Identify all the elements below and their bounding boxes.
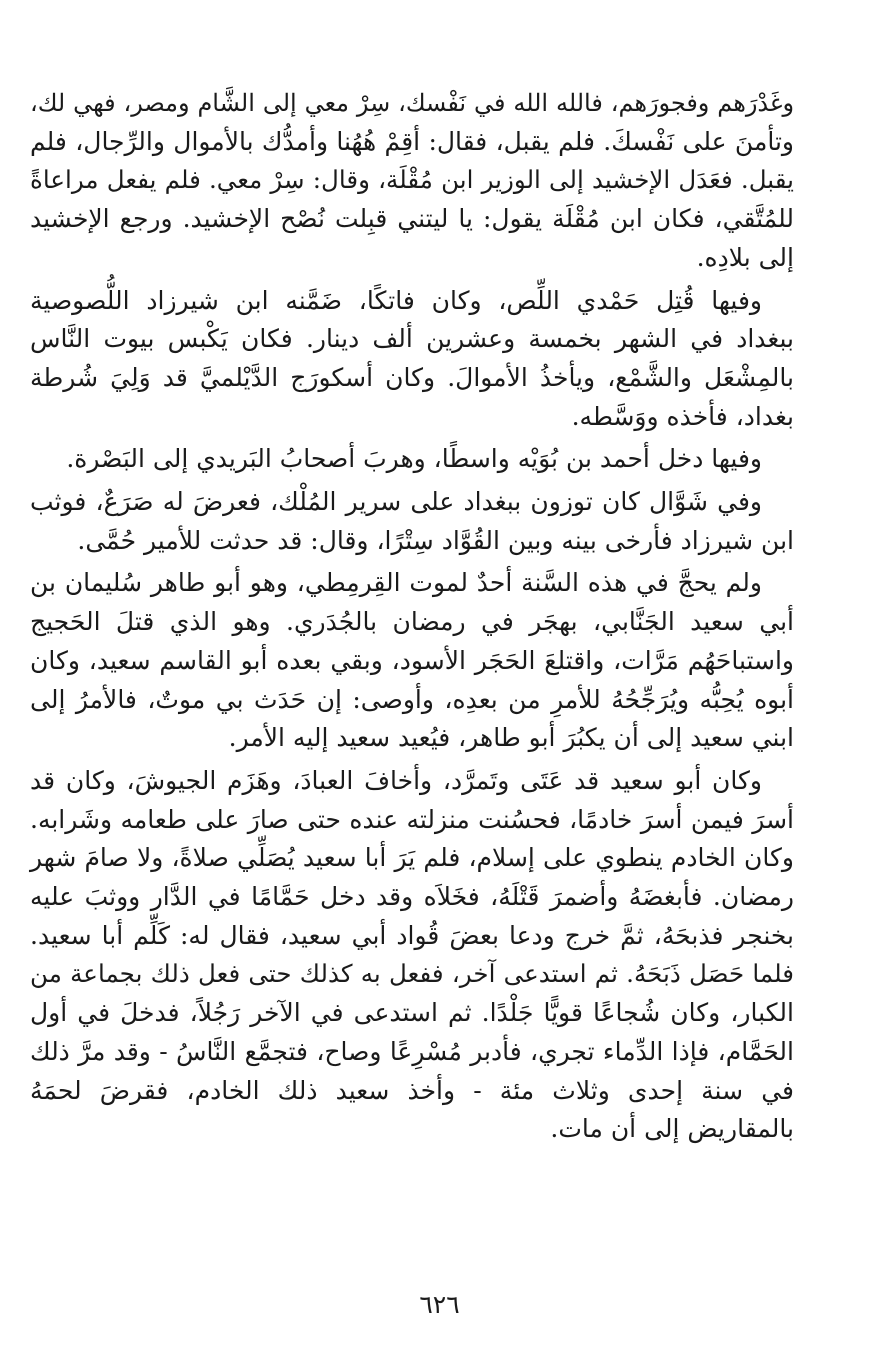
text-line: أسرَ فيمن أسرَ خادمًا، فحسُنت منزلته عنده حتى صارَ على طعامه وشَرابه. [30, 804, 794, 834]
text-line: أبوه يُحِبُّه ويُرَجِّحُهُ للأمرِ من بعدِه، وأوصى: إن حَدَث بي موتٌ، فالأمرُ إلى [30, 684, 794, 714]
text-line: يقبل. فعَدَل الإخشيد إلى الوزير ابن مُقْلَة، وقال: سِرْ معي. فلم يفعل مراعاةً [30, 165, 794, 195]
text-line: أبي سعيد الجَنَّابي، بهجَر في رمضان بالجُدَري. وهو الذي قتلَ الحَجيج [30, 607, 794, 637]
text-line: واستباحَهُم مَرَّات، واقتلعَ الحَجَر الأسود، وبقي بعده أبو القاسم سعيد، وكان [30, 645, 794, 675]
text-line: وغَدْرَهم وفجورَهم، فالله الله في نَفْسك، سِرْ معي إلى الشَّام ومصر، فهي لك، [30, 89, 794, 117]
text-line: وفيها دخل أحمد بن بُوَيْه واسطًا، وهربَ أصحابُ البَريدي إلى البَصْرة. [66, 444, 762, 474]
text-line: وتأمنَ على نَفْسكَ. فلم يقبل، فقال: أقِمْ هُهُنا وأمدُّك بالأموال والرِّجال، فلم [30, 126, 794, 156]
text-line: فلما حَصَل ذَبَحَهُ. ثم استدعى آخر، ففعل به كذلك حتى فعل ذلك بجماعة من [30, 959, 794, 989]
text-line: بالمقاريض إلى أن مات. [550, 1114, 794, 1144]
page-number: ٦٢٦ [419, 1290, 460, 1319]
text-line: للمُتَّقي، فكان ابن مُقْلَة يقول: يا ليتني قبِلت نُصْح الإخشيد. ورجع الإخشيد [30, 204, 794, 234]
text-line: وكان الخادم ينطوي على إسلام، فلم يَرَ أبا سعيد يُصَلِّي صلاةً، ولا صامَ شهر [30, 843, 794, 873]
text-line: ولم يحجَّ في هذه السَّنة أحدٌ لموت القِرمِطي، وهو أبو طاهر سُليمان بن [30, 568, 762, 598]
text-line: بالمِشْعَل والشَّمْع، ويأخذُ الأموالَ. وكان أسكورَج الدَّيْلميَّ قد وَلِيَ شُرطة [30, 362, 794, 392]
text-line: وكان أبو سعيد قد عَتَى وتَمرَّد، وأخافَ العبادَ، وهَزَم الجيوشَ، وكان قد [30, 765, 762, 795]
text-line: رمضان. فأبغضَهُ وأضمرَ قَتْلَهُ، فخَلاَه وقد دخل حَمَّامًا في الدَّار ووثبَ عليه [30, 882, 794, 912]
paragraph-qarmati [30, 564, 794, 758]
paragraph-buwayh [30, 440, 794, 479]
text-line: الكبار، وكان شُجاعًا قويًّا جَلْدًا. ثم استدعى في الآخر رَجُلاً، فدخلَ في أول [30, 998, 794, 1028]
text-line: بخنجر فذبحَهُ، ثمَّ خرج ودعا بعضَ قُواد أبي سعيد، فقال له: كَلِّم أبا سعيد. [30, 920, 794, 950]
text-line: بغداد، فأخذه ووَسَّطه. [571, 401, 794, 431]
paragraph-abu-said [30, 762, 794, 1149]
paragraph-hamdi [30, 282, 794, 437]
text-line: في سنة إحدى وثلاث مئة - وأخذ سعيد ذلك الخادم، فقرضَ لحمَهُ [30, 1075, 794, 1105]
text-line: وفي شَوَّال كان توزون ببغداد على سرير المُلْك، فعرضَ له صَرَعٌ، فوثب [30, 487, 762, 517]
text-line: وفيها قُتِل حَمْدي اللِّص، وكان فاتكًا، ضَمَّنه ابن شيرزاد اللُّصوصية [30, 285, 762, 315]
text-line: إلى بلادِه. [696, 242, 794, 272]
text-line: ابن شيرزاد فأرخى بينه وبين القُوَّاد سِتْرًا، وقال: قد حدثت للأمير حُمَّى. [77, 525, 794, 555]
text-line: ببغداد في الشهر بخمسة وعشرين ألف دينار. فكان يَكْبس بيوت النَّاس [30, 324, 794, 354]
text-line: ابني سعيد إلى أن يكبُرَ أبو طاهر، فيُعيد سعيد إليه الأمر. [228, 723, 794, 753]
paragraph-ikhshid [30, 84, 794, 278]
paragraph-shawwal [30, 483, 794, 560]
document-page [30, 84, 794, 1153]
text-line: الحَمَّام، فإذا الدِّماء تجري، فأدبر مُسْرِعًا وصاح، فتجمَّع النَّاسُ - وقد مرَّ ذلك [30, 1036, 794, 1066]
